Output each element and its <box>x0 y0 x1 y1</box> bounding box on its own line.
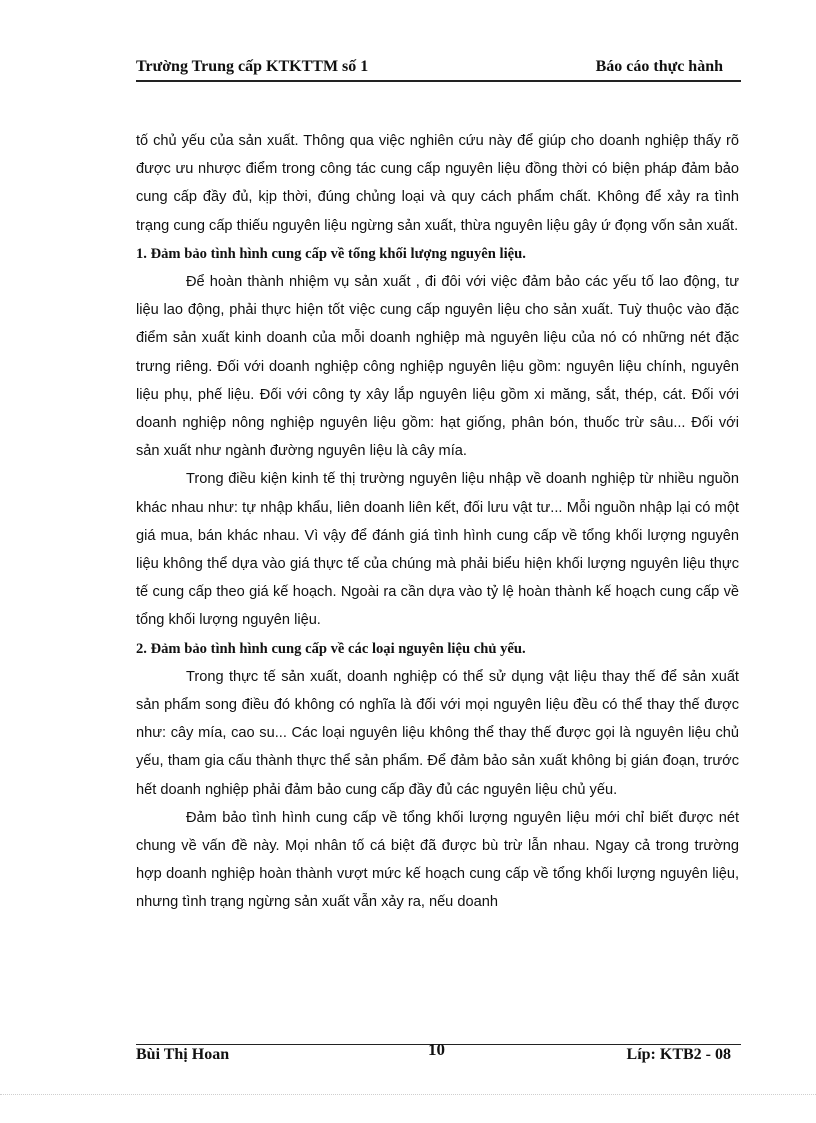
paragraph-intro: tố chủ yếu của sản xuất. Thông qua việc nghiên cứu này để giúp cho doanh nghiệp thấy rõ được ưu nhược điểm trong công tác cung cấp nguyên liệu đồng thời có biện pháp đảm bảo cung cấp đầy đủ, kịp thời, đúng chủng loại và quy cách phẩm chất. Không để xảy ra tình trạng cung cấp thiếu nguyên liệu ngừng sản xuất, thừa nguyên liệu gây ứ đọng vốn sản xuất. <box>136 133 739 234</box>
page-footer <box>136 1040 741 1065</box>
footer-author: Bùi Thị Hoan <box>136 1046 230 1063</box>
section-heading-1: 1. Đảm bảo tình hình cung cấp về tổng khối lượng nguyên liệu. <box>136 245 526 262</box>
header-report-title: Báo cáo thực hành <box>595 58 723 75</box>
page-header <box>136 58 741 82</box>
paragraph-section1-b: Trong điều kiện kinh tế thị trường nguyên liệu nhập về doanh nghiệp từ nhiều nguồn khác nhau như: tự nhập khẩu, liên doanh liên kết, đối lưu vật tư... Mỗi nguồn nhập lại có một giá mua, bán khác nhau. Vì vậy để đánh giá tình hình cung cấp về tổng khối lượng nguyên liệu không thể dựa vào giá thực tế của chúng mà phải biểu hiện khối lượng nguyên liệu thực tế cung cấp theo giá kế hoạch. Ngoài ra cần dựa vào tỷ lệ hoàn thành kế hoạch cung cấp về tổng khối lượng nguyên liệu. <box>136 471 739 629</box>
section-heading-2: 2. Đảm bảo tình hình cung cấp về các loại nguyên liệu chủ yếu. <box>136 640 526 657</box>
document-body <box>136 127 739 917</box>
footer-class-label: Líp: KTB2 - 08 <box>626 1046 731 1063</box>
header-school-name: Trường Trung cấp KTKTTM số 1 <box>136 58 369 75</box>
paragraph-section2-b: Đảm bảo tình hình cung cấp về tổng khối lượng nguyên liệu mới chỉ biết được nét chung về vấn đề này. Mọi nhân tố cá biệt đã được bù trừ lẫn nhau. Ngay cả trong trường hợp doanh nghiệp hoàn thành vượt mức kế hoạch cung cấp về tổng khối lượng nguyên liệu, nhưng tình trạng ngừng sản xuất vẫn xảy ra, nếu doanh <box>136 809 739 911</box>
paragraph-section1-a: Để hoàn thành nhiệm vụ sản xuất , đi đôi với việc đảm bảo các yếu tố lao động, tư liệu lao động, phải thực hiện tốt việc cung cấp nguyên liệu cho sản xuất. Tuỳ thuộc vào đặc điểm sản xuất kinh doanh của mỗi doanh nghiệp mà nguyên liệu của nó có những nét đặc trưng riêng. Đối với doanh nghiệp công nghiệp nguyên liệu gồm: nguyên liệu chính, nguyên liệu phụ, phế liệu. Đối với công ty xây lắp nguyên liệu gồm xi măng, sắt, thép, cát. Đối với doanh nghiệp nông nghiệp nguyên liệu gồm: hạt giống, phân bón, thuốc trừ sâu... Đối với sản xuất như ngành đường nguyên liệu là cây mía. <box>136 274 739 460</box>
paragraph-section2-a: Trong thực tế sản xuất, doanh nghiệp có thể sử dụng vật liệu thay thế để sản xuất sản phẩm song điều đó không có nghĩa là đối với mọi nguyên liệu đều có thể thay thế được như: cây mía, cao su... Các loại nguyên liệu không thể thay thế được gọi là nguyên liệu chủ yếu, tham gia cấu thành thực thể sản phẩm. Để đảm bảo sản xuất không bị gián đoạn, trước hết doanh nghiệp phải đảm bảo cung cấp đầy đủ các nguyên liệu chủ yếu. <box>136 668 739 798</box>
page-bottom-edge <box>0 1094 816 1095</box>
footer-page-number: 10 <box>428 1040 445 1059</box>
